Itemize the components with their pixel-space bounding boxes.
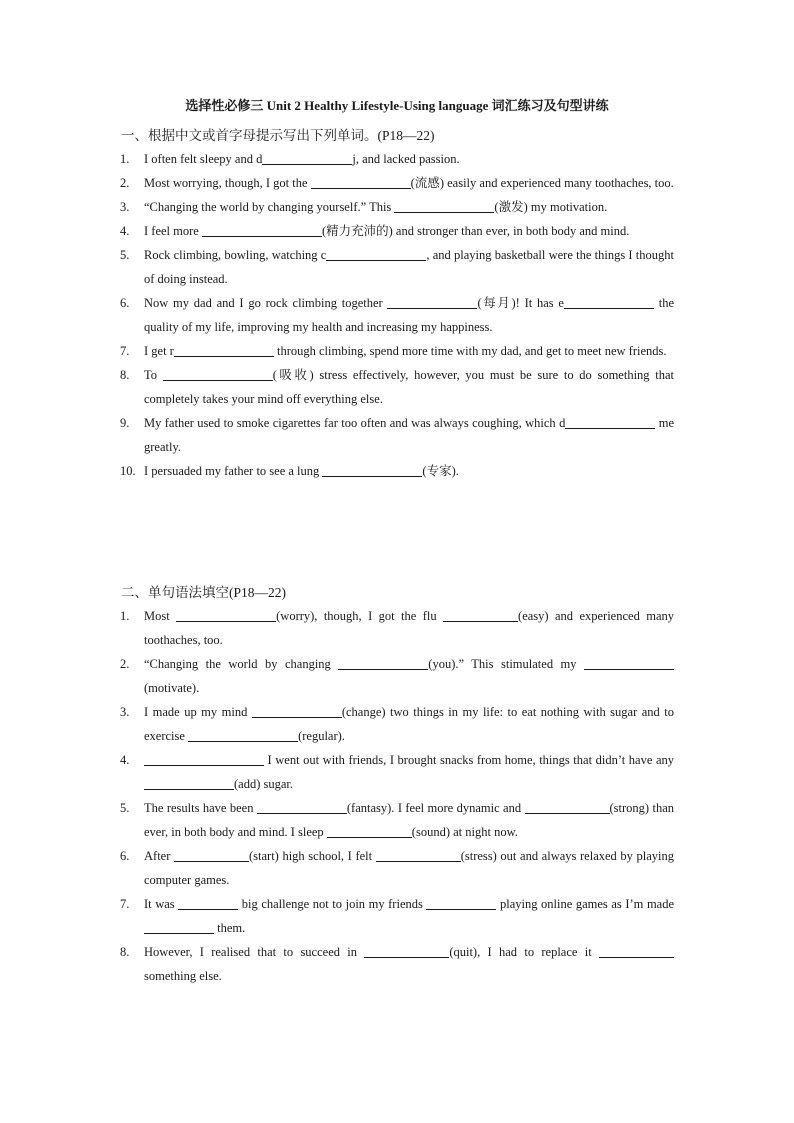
answer-blank[interactable]: [144, 775, 234, 790]
answer-blank[interactable]: [174, 342, 274, 357]
answer-blank[interactable]: [176, 607, 276, 622]
list-item: 5. Rock climbing, bowling, watching c , and playing basketball were the things I thought of doing instead.: [120, 248, 674, 286]
answer-blank[interactable]: [257, 799, 347, 814]
list-item: 4. I went out with friends, I brought snacks from home, things that didn’t have any (add) sugar.: [120, 753, 674, 791]
list-item: 5. The results have been (fantasy). I feel more dynamic and (strong) than ever, in both body and mind. I sleep (sound) at night now.: [120, 801, 674, 839]
list-item: 1. I often felt sleepy and d j, and lacked passion.: [120, 152, 460, 166]
section-1-list: [120, 147, 674, 483]
answer-blank[interactable]: [443, 607, 518, 622]
answer-blank[interactable]: [326, 246, 426, 261]
section-2-list: [120, 604, 675, 988]
answer-blank[interactable]: [564, 294, 654, 309]
answer-blank[interactable]: [262, 150, 352, 165]
answer-blank[interactable]: [376, 847, 461, 862]
section-2-heading: 二、单句语法填空(P18—22): [121, 585, 286, 600]
answer-blank[interactable]: [202, 222, 322, 237]
answer-blank[interactable]: [338, 655, 428, 670]
list-item: 7. It was big challenge not to join my friends playing online games as I’m made them.: [120, 897, 675, 935]
list-item: 8. However, I realised that to succeed in (quit), I had to replace it something else.: [144, 940, 674, 988]
answer-blank[interactable]: [584, 655, 674, 670]
answer-blank[interactable]: [144, 919, 214, 934]
answer-blank[interactable]: [565, 414, 655, 429]
answer-blank[interactable]: [599, 943, 674, 958]
section-1-heading: 一、根据中文或首字母提示写出下列单词。(P18—22): [121, 128, 435, 143]
answer-blank[interactable]: [163, 366, 273, 381]
list-item: 9. My father used to smoke cigarettes far too often and was always coughing, which d me greatly.: [120, 416, 674, 454]
answer-blank[interactable]: [364, 943, 449, 958]
answer-blank[interactable]: [188, 727, 298, 742]
list-item: 6. After (start) high school, I felt (stress) out and always relaxed by playing computer games.: [120, 849, 675, 887]
answer-blank[interactable]: [252, 703, 342, 718]
list-item: 1. Most (worry), though, I got the flu (easy) and experienced many toothaches, too.: [120, 609, 675, 647]
answer-blank[interactable]: [327, 823, 412, 838]
list-item: 2. Most worrying, though, I got the (流感) easily and experienced many toothaches, too.: [120, 176, 674, 190]
list-item: 2. “Changing the world by changing (you).” This stimulated my (motivate).: [144, 652, 674, 700]
page-title: 选择性必修三 Unit 2 Healthy Lifestyle-Using language 词汇练习及句型讲练: [185, 98, 609, 113]
list-item: 3. I made up my mind (change) two things in my life: to eat nothing with sugar and to exercise (regular).: [120, 705, 674, 743]
answer-blank[interactable]: [387, 294, 477, 309]
answer-blank[interactable]: [311, 174, 411, 189]
list-item: 6. Now my dad and I go rock climbing together (每月)! It has e the quality of my life, improving my health and increasing my happiness.: [120, 296, 674, 334]
answer-blank[interactable]: [525, 799, 610, 814]
answer-blank[interactable]: [178, 895, 238, 910]
answer-blank[interactable]: [394, 198, 494, 213]
list-item: 3. “Changing the world by changing yourself.” This (激发) my motivation.: [120, 200, 608, 214]
answer-blank[interactable]: [322, 462, 422, 477]
answer-blank[interactable]: [174, 847, 249, 862]
list-item: 8. To (吸收) stress effectively, however, you must be sure to do something that completely takes your mind off everything else.: [120, 368, 674, 406]
answer-blank[interactable]: [426, 895, 496, 910]
answer-blank[interactable]: [144, 751, 264, 766]
list-item: 4. I feel more (精力充沛的) and stronger than ever, in both body and mind.: [120, 224, 630, 238]
list-item: 7. I get r through climbing, spend more time with my dad, and get to meet new friends.: [120, 344, 667, 358]
list-item: 10. I persuaded my father to see a lung (专家).: [120, 464, 459, 478]
